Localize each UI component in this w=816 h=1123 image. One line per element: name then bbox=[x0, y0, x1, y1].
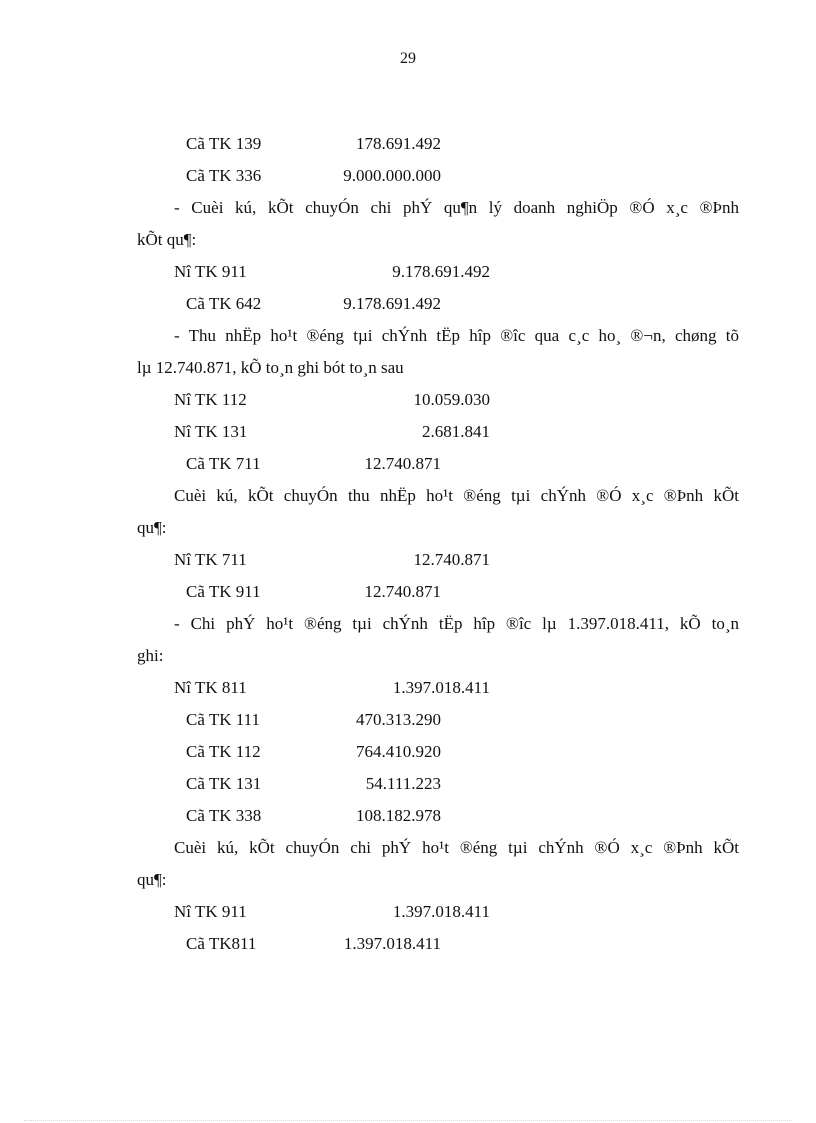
paragraph-line bbox=[0, 320, 816, 352]
paragraph-text: kÕt qu¶: bbox=[137, 230, 197, 249]
paragraph-text: - Cuèi kú, kÕt chuyÓn chi phÝ qu¶n lý doanh nghiÖp ®Ó x¸c ®Þnh bbox=[174, 198, 739, 217]
account-label: Nî TK 811 bbox=[174, 678, 247, 697]
paragraph-line bbox=[0, 832, 816, 864]
paragraph-continuation bbox=[0, 640, 816, 672]
amount-value: 54.111.223 bbox=[365, 774, 441, 793]
amount-value: 108.182.978 bbox=[356, 806, 441, 825]
amount-value: 12.740.871 bbox=[364, 454, 441, 473]
credit-entry-row bbox=[0, 288, 816, 320]
debit-entry-row bbox=[0, 416, 816, 448]
paragraph-text: qu¶: bbox=[137, 518, 167, 537]
paragraph-text: Cuèi kú, kÕt chuyÓn thu nhËp ho¹t ®éng tµi chÝnh ®Ó x¸c ®Þnh kÕt bbox=[174, 486, 739, 505]
account-label: Cã TK 711 bbox=[186, 454, 261, 473]
debit-entry-row bbox=[0, 384, 816, 416]
account-label: Nî TK 911 bbox=[174, 262, 247, 281]
amount-value: 1.397.018.411 bbox=[392, 678, 490, 697]
account-label: Nî TK 711 bbox=[174, 550, 247, 569]
credit-entry-row bbox=[0, 736, 816, 768]
account-label: Cã TK 139 bbox=[186, 134, 262, 153]
amount-value: 470.313.290 bbox=[356, 710, 441, 729]
credit-entry-row bbox=[0, 576, 816, 608]
amount-value: 12.740.871 bbox=[364, 582, 441, 601]
paragraph-text: ghi: bbox=[137, 646, 164, 665]
credit-entry-row bbox=[0, 160, 816, 192]
paragraph-continuation bbox=[0, 224, 816, 256]
paragraph-text: - Chi phÝ ho¹t ®éng tµi chÝnh tËp hîp ®îc lµ 1.397.018.411, kÕ to¸n bbox=[174, 614, 739, 633]
paragraph-continuation bbox=[0, 512, 816, 544]
credit-entry-row bbox=[0, 448, 816, 480]
account-label: Cã TK 336 bbox=[186, 166, 262, 185]
account-label: Cã TK811 bbox=[186, 934, 257, 953]
debit-entry-row bbox=[0, 672, 816, 704]
paragraph-text: Cuèi kú, kÕt chuyÓn chi phÝ ho¹t ®éng tµi chÝnh ®Ó x¸c ®Þnh kÕt bbox=[174, 838, 739, 857]
paragraph-line bbox=[0, 192, 816, 224]
paragraph-line bbox=[0, 608, 816, 640]
paragraph-line bbox=[0, 480, 816, 512]
amount-value: 1.397.018.411 bbox=[343, 934, 441, 953]
paragraph-continuation bbox=[0, 352, 816, 384]
account-label: Cã TK 131 bbox=[186, 774, 262, 793]
credit-entry-row bbox=[0, 128, 816, 160]
amount-value: 12.740.871 bbox=[413, 550, 490, 569]
document-body bbox=[0, 128, 816, 960]
amount-value: 764.410.920 bbox=[356, 742, 441, 761]
debit-entry-row bbox=[0, 896, 816, 928]
amount-value: 9.178.691.492 bbox=[343, 294, 441, 313]
account-label: Cã TK 911 bbox=[186, 582, 261, 601]
amount-value: 9.178.691.492 bbox=[392, 262, 490, 281]
debit-entry-row bbox=[0, 544, 816, 576]
amount-value: 2.681.841 bbox=[422, 422, 490, 441]
debit-entry-row bbox=[0, 256, 816, 288]
amount-value: 9.000.000.000 bbox=[343, 166, 441, 185]
paragraph-text: lµ 12.740.871, kÕ to¸n ghi bót to¸n sau bbox=[137, 358, 404, 377]
page-bottom-divider bbox=[24, 1120, 792, 1121]
credit-entry-row bbox=[0, 704, 816, 736]
amount-value: 1.397.018.411 bbox=[392, 902, 490, 921]
credit-entry-row bbox=[0, 800, 816, 832]
credit-entry-row bbox=[0, 928, 816, 960]
account-label: Nî TK 911 bbox=[174, 902, 247, 921]
account-label: Nî TK 131 bbox=[174, 422, 248, 441]
paragraph-text: - Thu nhËp ho¹t ®éng tµi chÝnh tËp hîp ®îc qua c¸c ho¸ ®¬n, chøng tõ bbox=[174, 326, 739, 345]
page-number: 29 bbox=[400, 50, 416, 67]
paragraph-continuation bbox=[0, 864, 816, 896]
account-label: Cã TK 111 bbox=[186, 710, 260, 729]
credit-entry-row bbox=[0, 768, 816, 800]
account-label: Nî TK 112 bbox=[174, 390, 247, 409]
paragraph-text: qu¶: bbox=[137, 870, 167, 889]
account-label: Cã TK 338 bbox=[186, 806, 262, 825]
account-label: Cã TK 112 bbox=[186, 742, 261, 761]
amount-value: 10.059.030 bbox=[413, 390, 490, 409]
amount-value: 178.691.492 bbox=[356, 134, 441, 153]
account-label: Cã TK 642 bbox=[186, 294, 262, 313]
